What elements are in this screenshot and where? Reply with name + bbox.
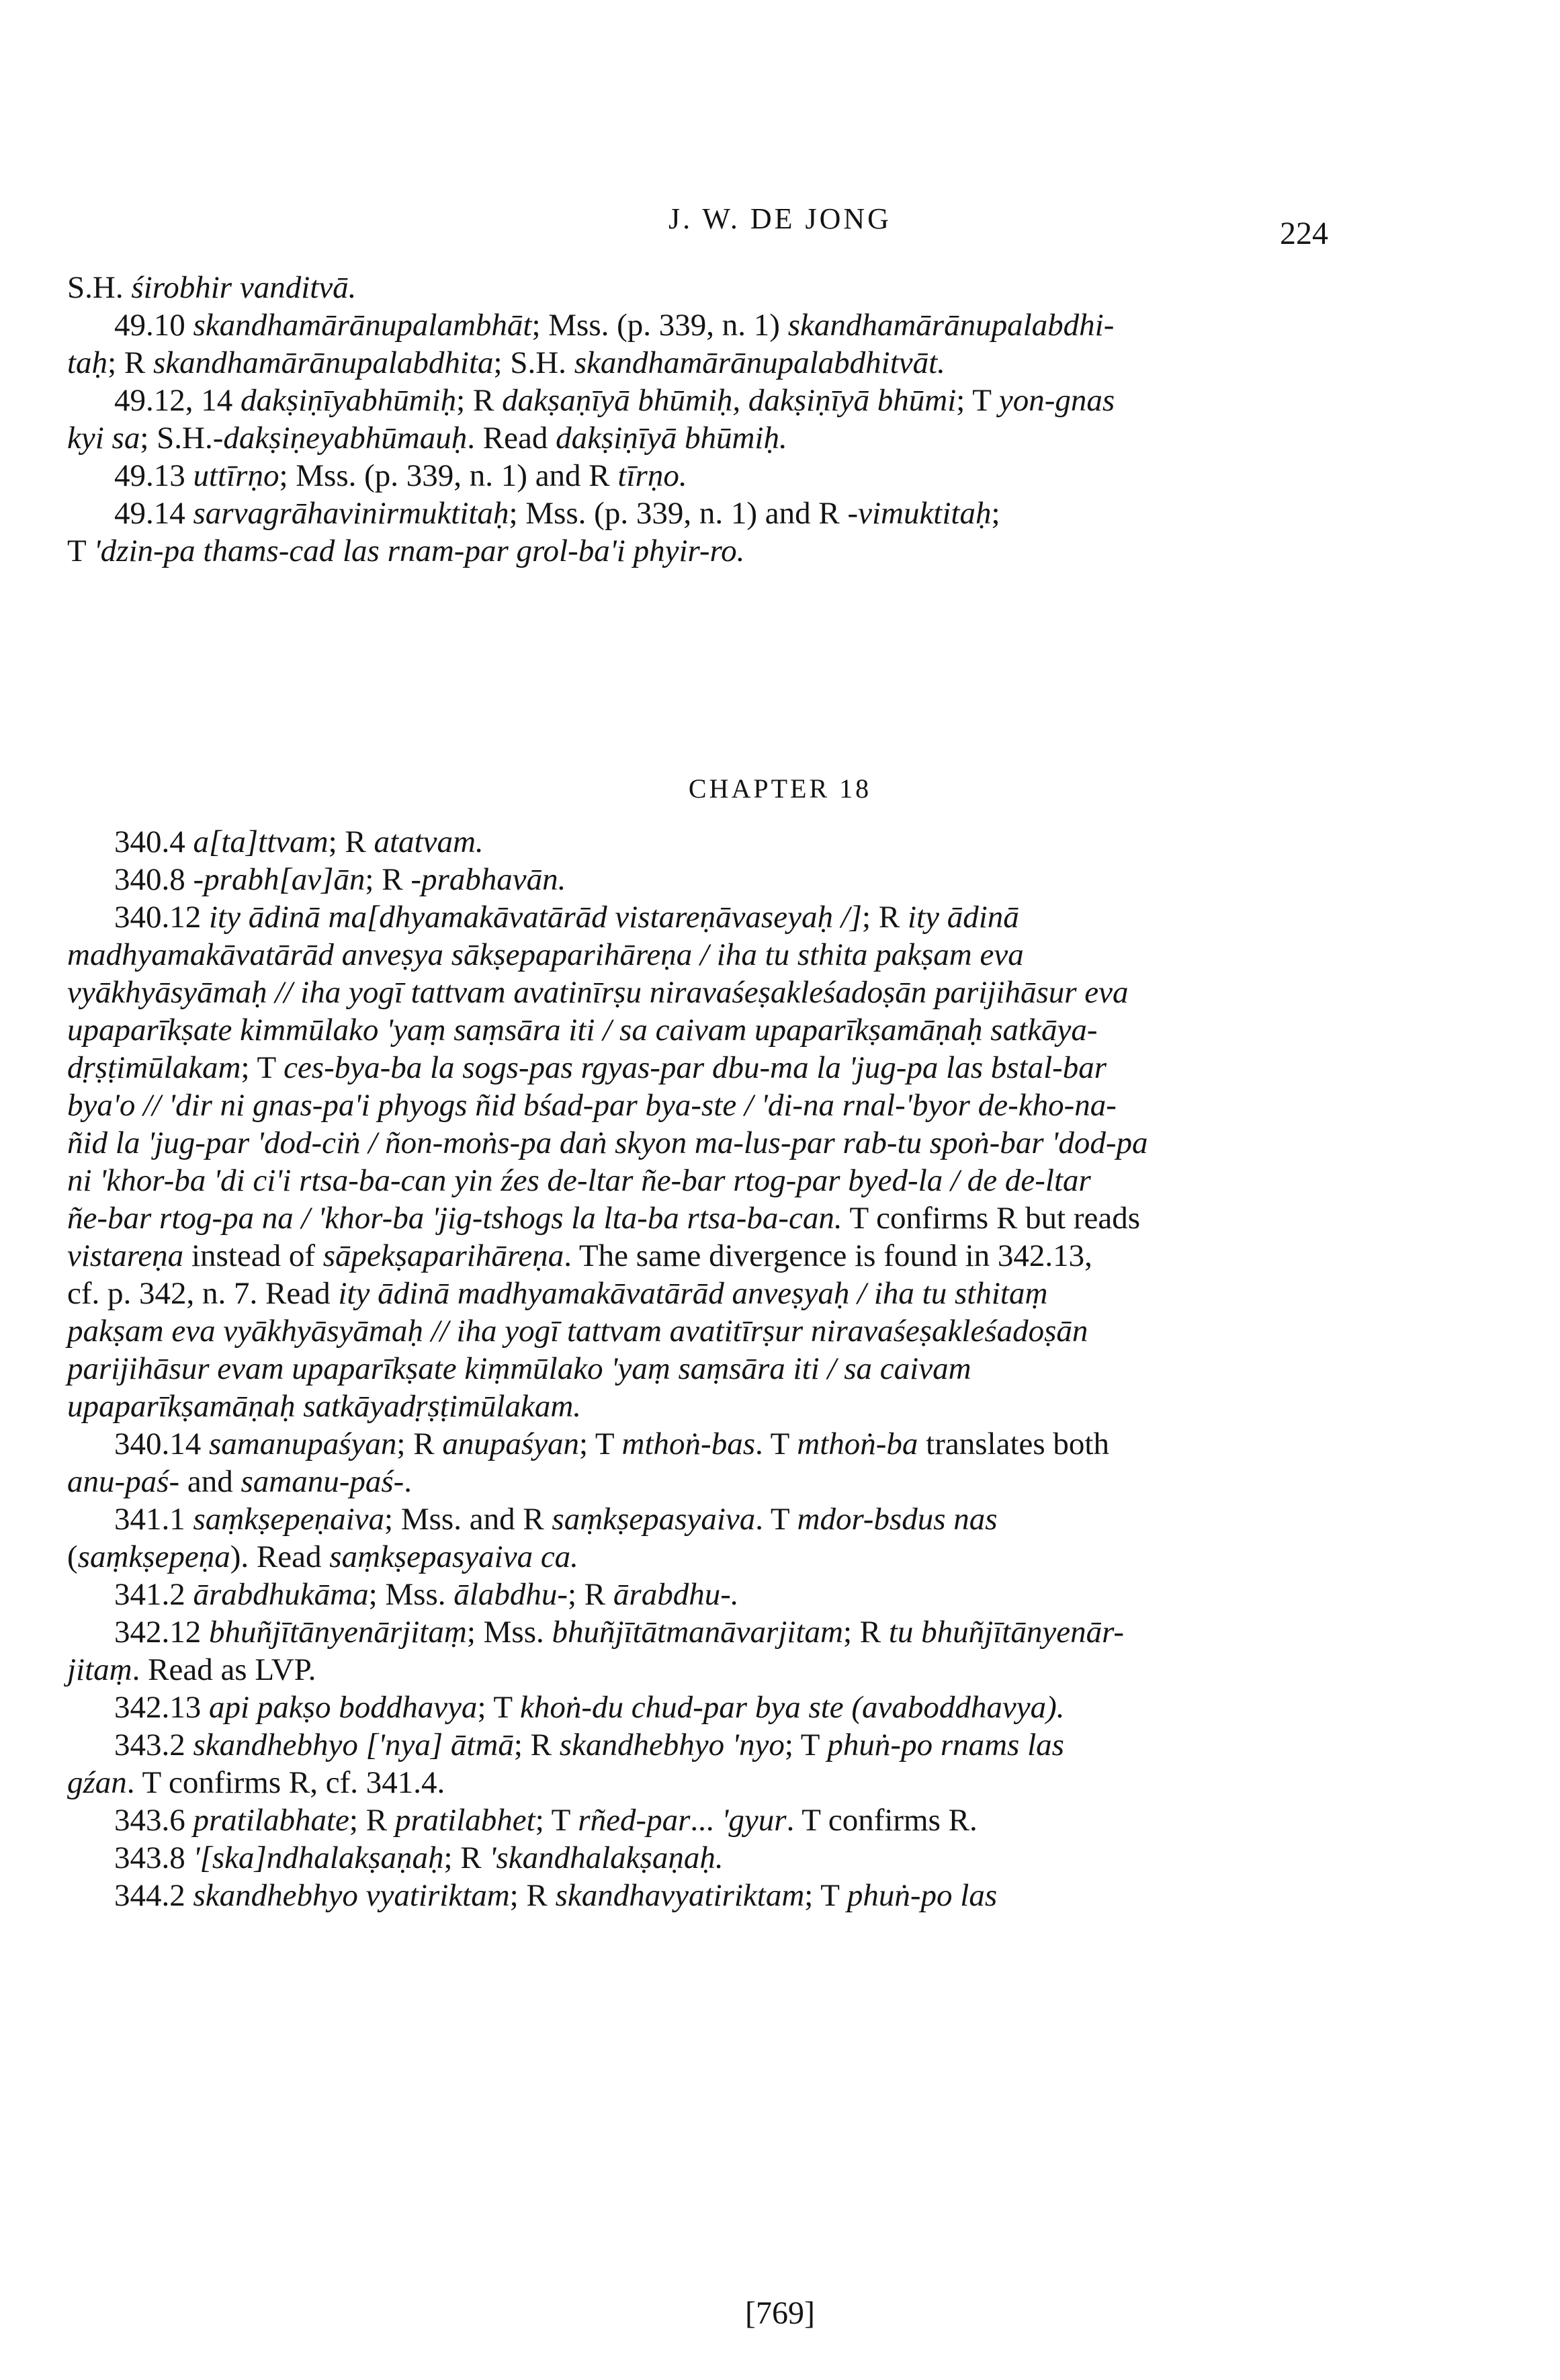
top-notes-block <box>67 269 1377 570</box>
roman-text: ; R <box>328 824 374 859</box>
italic-text: api pakṣo boddhavya <box>209 1690 478 1725</box>
italic-text: yon-gnas <box>998 383 1115 418</box>
text-line <box>67 936 1377 974</box>
text-line <box>67 1801 1377 1839</box>
italic-text: bhuñjītātmanāvarjitam <box>552 1615 843 1650</box>
italic-text: tu bhuñjītānyenār- <box>888 1615 1125 1650</box>
italic-text: rñed-par <box>578 1803 691 1838</box>
text-line <box>67 1613 1377 1651</box>
roman-text: 342.12 <box>114 1615 209 1650</box>
roman-text: . <box>404 1464 413 1499</box>
roman-text: instead of <box>183 1238 323 1273</box>
italic-text: anupaśyan <box>442 1427 579 1461</box>
italic-text: saṃkṣepeṇaiva <box>193 1502 385 1537</box>
italic-text: samanupaśyan <box>209 1427 397 1461</box>
roman-text: ; T <box>956 383 999 418</box>
roman-text: 341.1 <box>114 1502 193 1537</box>
running-head: J. W. DE JONG <box>668 202 892 235</box>
italic-text: parijihāsur evam upaparīkṣate kiṃmūlako 'yaṃ saṃsāra iti / sa caivam <box>67 1351 971 1386</box>
roman-text: ; T <box>804 1878 847 1913</box>
roman-text: ; R <box>365 862 411 897</box>
text-line <box>67 1425 1377 1463</box>
text-line <box>67 269 1377 306</box>
roman-text: 49.12, 14 <box>114 383 241 418</box>
text-line <box>67 419 1377 457</box>
roman-text: 340.8 <box>114 862 193 897</box>
italic-text: saṃkṣepasyaiva <box>552 1502 756 1537</box>
italic-text: upaparīkṣate kimmūlako 'yaṃ saṃsāra iti / sa caivam upaparīkṣamāṇaḥ satkāya- <box>67 1013 1098 1048</box>
roman-text: 49.14 <box>114 496 193 531</box>
roman-text: ; <box>991 496 1000 531</box>
italic-text: tīrṇo. <box>617 458 687 493</box>
italic-text: śirobhir vanditvā. <box>131 270 357 305</box>
italic-text: ñid la 'jug-par 'dod-ciṅ / ñon-moṅs-pa daṅ skyon ma-lus-par rab-tu spoṅ-bar 'dod-pa <box>67 1125 1148 1160</box>
roman-text: . T confirms R, cf. 341.4. <box>126 1765 445 1800</box>
italic-text: sāpekṣaparihāreṇa <box>322 1238 564 1273</box>
roman-text: 344.2 <box>114 1878 193 1913</box>
roman-text: 340.14 <box>114 1427 209 1461</box>
roman-text: . The same divergence is found in 342.13, <box>564 1238 1092 1273</box>
text-line <box>67 382 1377 419</box>
roman-text: ; R <box>862 900 908 935</box>
italic-text: anu-paś- <box>67 1464 180 1499</box>
roman-text: ( <box>67 1539 78 1574</box>
italic-text: atatvam. <box>374 824 484 859</box>
text-line <box>67 1011 1377 1049</box>
italic-text: jitaṃ <box>67 1652 132 1687</box>
roman-text: ; R <box>842 1615 889 1650</box>
italic-text: uttīrṇo <box>193 458 279 493</box>
roman-text: ; R <box>396 1427 443 1461</box>
roman-text: ; T <box>241 1050 284 1085</box>
italic-text: skandhamārānupalabdhita <box>153 345 494 380</box>
italic-text: upaparīkṣamāṇaḥ satkāyadṛṣṭimūlakam. <box>67 1389 582 1424</box>
italic-text: madhyamakāvatārād anveṣya sākṣepaparihāreṇa / iha tu sthita pakṣam eva <box>67 937 1024 972</box>
text-line <box>67 1538 1377 1576</box>
roman-text: ; Mss. (p. 339, n. 1) and R <box>279 458 618 493</box>
text-line <box>67 1877 1377 1914</box>
italic-text: ity ādinā madhyamakāvatārād anveṣyaḥ / iha tu sthitaṃ <box>338 1276 1048 1311</box>
roman-text: 49.10 <box>114 308 193 343</box>
text-line <box>67 861 1377 898</box>
roman-text: 340.12 <box>114 900 209 935</box>
italic-text: '[ska]ndhalakṣaṇaḥ <box>193 1840 444 1875</box>
text-line <box>67 1839 1377 1877</box>
italic-text: vyākhyāsyāmaḥ // iha yogī tattvam avatinīrṣu niravaśeṣakleśadoṣān parijihāsur eva <box>67 975 1129 1010</box>
text-line <box>67 306 1377 344</box>
roman-text: ; R <box>456 383 503 418</box>
text-line <box>67 1726 1377 1764</box>
italic-text: mdor-bsdus nas <box>797 1502 998 1537</box>
roman-text: translates both <box>918 1427 1109 1461</box>
italic-text: pratilabhet <box>394 1803 535 1838</box>
roman-text: . Read as LVP. <box>132 1652 316 1687</box>
roman-text: ; Mss. (p. 339, n. 1) <box>531 308 788 343</box>
text-line <box>67 1764 1377 1801</box>
roman-text: 340.4 <box>114 824 193 859</box>
text-line <box>67 1500 1377 1538</box>
italic-text: skandhamārānupalabdhitvāt. <box>574 345 945 380</box>
chapter-heading: CHAPTER 18 <box>688 773 872 804</box>
italic-text: ces-bya-ba la sogs-pas rgyas-par dbu-ma la 'jug-pa las bstal-bar <box>284 1050 1107 1085</box>
folio-number: [769] <box>745 2295 815 2331</box>
roman-text: 49.13 <box>114 458 193 493</box>
italic-text: a[ta]ttvam <box>193 824 329 859</box>
italic-text: pakṣam eva vyākhyāsyāmaḥ // iha yogī tattvam avatitīrṣur niravaśeṣakleśadoṣān <box>67 1314 1088 1349</box>
roman-text: T <box>67 534 94 568</box>
italic-text: ārabdhu-. <box>613 1577 739 1612</box>
italic-text: skandhamārānupalambhāt <box>193 308 532 343</box>
text-line <box>67 1087 1377 1124</box>
roman-text: T confirms R but reads <box>842 1201 1141 1236</box>
italic-text: phuṅ-po rnams las <box>827 1728 1064 1762</box>
italic-text: 'gyur <box>722 1803 787 1838</box>
italic-text: gźan <box>67 1765 127 1800</box>
roman-text: ; T <box>784 1728 828 1762</box>
text-line <box>67 1237 1377 1275</box>
italic-text: dṛṣṭimūlakam <box>67 1050 241 1085</box>
italic-text: kyi sa <box>67 421 140 456</box>
text-line <box>67 1388 1377 1425</box>
text-line <box>67 1312 1377 1350</box>
text-line <box>67 1463 1377 1500</box>
italic-text: -dakṣiṇeyabhūmauḥ <box>212 421 468 456</box>
italic-text: saṃkṣepasyaiva ca. <box>329 1539 578 1574</box>
italic-text: skandhavyatiriktam <box>555 1878 805 1913</box>
roman-text: ; Mss. <box>466 1615 552 1650</box>
italic-text: 'dzin-pa thams-cad las rnam-par grol-ba'i phyir-ro. <box>93 534 745 568</box>
italic-text: dakṣaṇīyā bhūmiḥ, dakṣiṇīyā bhūmi <box>502 383 957 418</box>
roman-text: . T <box>755 1427 797 1461</box>
italic-text: sarvagrāhavinirmuktitaḥ <box>193 496 509 531</box>
italic-text: bhuñjītānyenārjitaṃ <box>209 1615 467 1650</box>
roman-text: ; S.H. <box>140 421 213 456</box>
text-line <box>67 495 1377 532</box>
roman-text: 343.2 <box>114 1728 193 1762</box>
text-line <box>67 1199 1377 1237</box>
roman-text: ; Mss. and R <box>384 1502 552 1537</box>
italic-text: ity ādinā ma[dhyamakāvatārād vistareṇāvaseyaḥ /] <box>209 900 863 935</box>
text-line <box>67 532 1377 570</box>
italic-text: khoṅ-du chud-par bya ste (avaboddhavya). <box>520 1690 1065 1725</box>
text-line <box>67 1275 1377 1312</box>
italic-text: ālabdhu- <box>453 1577 568 1612</box>
italic-text: taḥ <box>67 345 108 380</box>
italic-text: skandhebhyo vyatiriktam <box>193 1878 510 1913</box>
roman-text: ; R <box>509 1878 556 1913</box>
text-line <box>67 1124 1377 1162</box>
roman-text: 341.2 <box>114 1577 193 1612</box>
roman-text: 342.13 <box>114 1690 209 1725</box>
italic-text: skandhebhyo ['nya] ātmā <box>193 1728 514 1762</box>
roman-text: ; R <box>107 345 153 380</box>
roman-text: ; R <box>513 1728 560 1762</box>
roman-text: cf. p. 342, n. 7. Read <box>67 1276 339 1311</box>
italic-text: bya'o // 'dir ni gnas-pa'i phyogs ñid bśad-par bya-ste / 'di-na rnal-'byor de-kho-na- <box>67 1088 1117 1123</box>
roman-text: . T <box>755 1502 797 1537</box>
roman-text: . Read <box>467 421 556 456</box>
chapter-notes-block <box>67 823 1377 1914</box>
italic-text: mthoṅ-ba <box>797 1427 918 1461</box>
text-line <box>67 1049 1377 1087</box>
text-line <box>67 898 1377 936</box>
text-line <box>67 1576 1377 1613</box>
text-line <box>67 344 1377 382</box>
roman-text: ; R <box>568 1577 613 1612</box>
text-line <box>67 457 1377 495</box>
roman-text: . T confirms R. <box>786 1803 978 1838</box>
italic-text: -prabhavān. <box>410 862 566 897</box>
text-line <box>67 1689 1377 1726</box>
italic-text: ñe-bar rtog-pa na / 'khor-ba 'jig-tshogs la lta-ba rtsa-ba-can. <box>67 1201 842 1236</box>
text-line <box>67 1350 1377 1388</box>
italic-text: mthoṅ-bas <box>621 1427 755 1461</box>
italic-text: skandhebhyo 'nyo <box>559 1728 785 1762</box>
roman-text: ; S.H. <box>493 345 574 380</box>
italic-text: samanu-paś- <box>241 1464 404 1499</box>
text-line <box>67 1162 1377 1199</box>
text-line <box>67 1651 1377 1689</box>
roman-text: ; T <box>578 1427 622 1461</box>
italic-text: skandhamārānupalabdhi- <box>787 308 1115 343</box>
italic-text: vistareṇa <box>67 1238 184 1273</box>
italic-text: saṃkṣepeṇa <box>77 1539 230 1574</box>
italic-text: dakṣiṇīyā bhūmiḥ. <box>556 421 787 456</box>
roman-text: ; Mss. <box>368 1577 454 1612</box>
italic-text: -prabh[av]ān <box>193 862 365 897</box>
roman-text: ; R <box>349 1803 395 1838</box>
italic-text: ity ādinā <box>907 900 1019 935</box>
italic-text: ni 'khor-ba 'di ci'i rtsa-ba-can yin źes de-ltar ñe-bar rtog-par byed-la / de de-ltar <box>67 1163 1091 1198</box>
italic-text: pratilabhate <box>193 1803 349 1838</box>
text-line <box>67 974 1377 1011</box>
roman-text: 343.8 <box>114 1840 193 1875</box>
roman-text: ; T <box>535 1803 578 1838</box>
roman-text: ; Mss. (p. 339, n. 1) and R <box>509 496 848 531</box>
roman-text: ; R <box>443 1840 490 1875</box>
roman-text: ). Read <box>230 1539 330 1574</box>
text-line <box>67 823 1377 861</box>
italic-text: dakṣiṇīyabhūmiḥ <box>241 383 457 418</box>
roman-text: and <box>179 1464 241 1499</box>
italic-text: ārabdhukāma <box>193 1577 369 1612</box>
roman-text: ... <box>690 1803 722 1838</box>
page-number: 224 <box>1280 216 1328 251</box>
italic-text: 'skandhalakṣaṇaḥ. <box>489 1840 724 1875</box>
roman-text: ; T <box>477 1690 521 1725</box>
italic-text: phuṅ-po las <box>847 1878 998 1913</box>
roman-text: S.H. <box>67 270 132 305</box>
italic-text: -vimuktitaḥ <box>847 496 992 531</box>
roman-text: 343.6 <box>114 1803 193 1838</box>
